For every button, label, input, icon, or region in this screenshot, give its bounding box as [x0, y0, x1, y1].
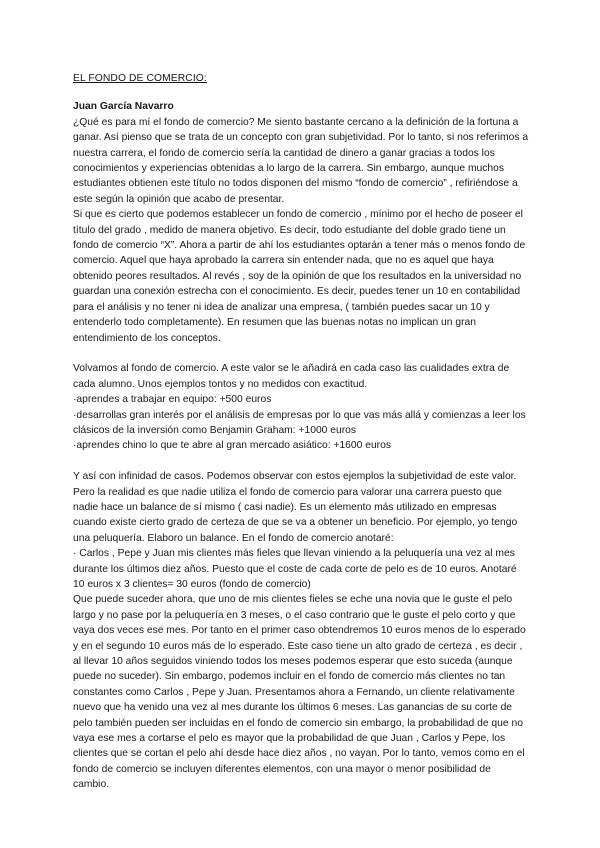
list-item-company-analysis: ·desarrollas gran interés por el análisis de empresas por lo que vas más allá y comienzas a leer los clásicos de la inversión como Benjamin Graham: +1000 euros: [73, 409, 526, 436]
list-item-chinese: ·aprendes chino lo que te abre al gran mercado asiático: +1600 euros: [73, 440, 391, 452]
author-name: Juan García Navarro: [73, 101, 174, 113]
paragraph-extra-qualities: Volvamos al fondo de comercio. A este valor se le añadirá en cada caso las cualidades extra de cada alumno. Unos ejemplos tontos y no medidos con exactitud.: [73, 363, 510, 390]
paragraph-objective-value: Si que es cierto que podemos establecer un fondo de comercio , mínimo por el hecho de poseer el título del grado , medido de manera objetivo. Es decir, todo estudiante del doble grado tiene un fondo de comercio “X”. Ahora a partir de ahí los estudiantes optarán a tener más o menos fondo de comercio. Aquel que haya aprobado la carrera sin entender nada, que no es aquel que haya obtenido peores resultados. Al revés , soy de la opinión de que los resultados en la universidad no guardan una conexión estrecha con el conocimiento. Es decir, puedes tener un 10 en contabilidad para el análisis y no tener ni idea de analizar una empresa, ( también puedes sacar un 10 y entenderlo todo completamente). En resumen que las buenas notas no implican un gran entendimiento de los conceptos.: [73, 209, 526, 344]
paragraph-intro: ¿Qué es para mí el fondo de comercio? Me siento bastante cercano a la definición de la fortuna a ganar. Así pienso que se trata de un concepto con gran subjetividad. Por lo tanto, si nos referimos a nuestra carrera, el fondo de comercio sería la cantidad de dinero a ganar gracias a todos los conocimientos y experiencias obtenidas a lo largo de la carrera. Sin embargo, aunque muchos estudiantes obtienen este título no todos disponen del mismo “fondo de comercio” , refiriéndose a este según la opinión que acabo de presentar.: [73, 116, 529, 205]
document-page: [73, 71, 529, 793]
paragraph-spacer: [73, 346, 529, 361]
document-title: EL FONDO DE COMERCIO:: [73, 73, 207, 84]
paragraph-scenarios: Que puede suceder ahora, que uno de mis clientes fieles se eche una novia que le guste el pelo largo y no pase por la peluquería en 3 meses, o el caso contrario que le guste el pelo corto y que vaya dos veces ese mes. Por tanto en el primer caso obtendremos 10 euros menos de lo esperado y en el segundo 10 euros más de lo esperado. Este caso tiene un alto grado de certeza , es decir , al llevar 10 años seguidos viniendo todos los meses podemos esperar que esto suceda (aunque puede no suceder). Sin embargo, podemos incluir en el fondo de comercio más clientes no tan constantes como Carlos , Pepe y Juan. Presentamos ahora a Fernando, un cliente relativamente nuevo que ha venido una vez al mes durante los últimos 6 meses. Las ganancias de su corte de pelo también pueden ser incluidas en el fondo de comercio sin embargo, la probabilidad de que no vaya ese mes a cortarse el pelo es mayor que la probabilidad de que Juan , Carlos y Pepe, los clientes que se cortan el pelo ahí desde hace diez años , no vayan. Por lo tanto, vemos como en el fondo de comercio se incluyen diferentes elementos, con una mayor o menor posibilidad de cambio.: [73, 594, 526, 791]
paragraph-spacer: [73, 454, 529, 469]
list-item-teamwork: ·aprendes a trabajar en equipo: +500 euros: [73, 394, 272, 406]
paragraph-subjectivity: Y así con infinidad de casos. Podemos observar con estos ejemplos la subjetividad de este valor. Pero la realidad es que nadie utiliza el fondo de comercio para valorar una carrera puesto que nadie hace un balance de sí mismo ( casi nadie). Es un elemento más utilizado en empresas cuando existe cierto grado de certeza de que se va a obtener un beneficio. Por ejemplo, yo tengo una peluquería. Elaboro un balance. En el fondo de comercio anotaré:: [73, 471, 518, 544]
paragraph-loyal-clients: · Carlos , Pepe y Juan mis clientes más fieles que llevan viniendo a la peluquería una vez al mes durante los últimos diez años. Puesto que el coste de cada corte de pelo es de 10 euros. Anotaré 10 euros x 3 clientes= 30 euros (fondo de comercio): [73, 548, 517, 590]
